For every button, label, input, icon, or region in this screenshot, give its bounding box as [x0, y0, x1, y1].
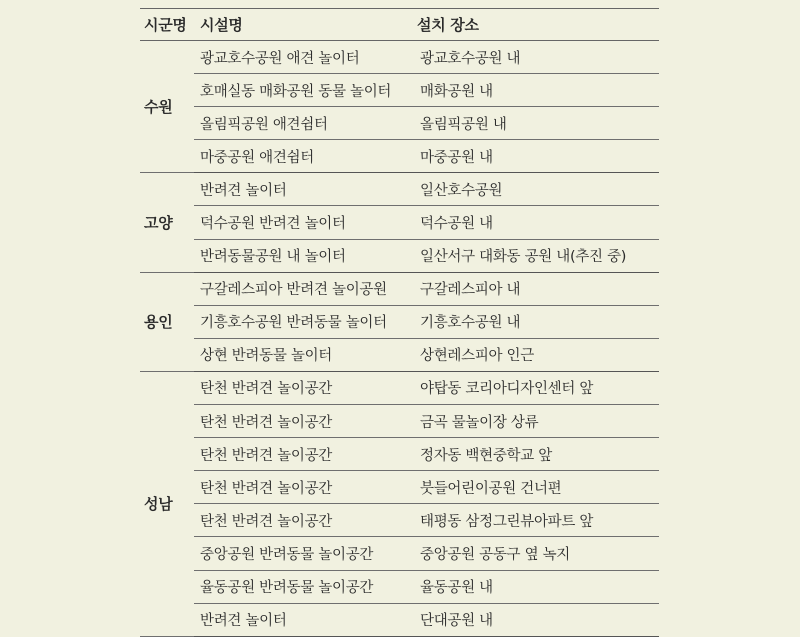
- location-cell: 상현레스피아 인근: [411, 338, 659, 371]
- table-row: [140, 305, 659, 338]
- header-row: [140, 9, 659, 41]
- table-row: [140, 338, 659, 371]
- table-row: [140, 438, 659, 471]
- location-cell: 올림픽공원 내: [411, 107, 659, 140]
- location-cell: 붓들어린이공원 건너편: [411, 471, 659, 504]
- table-row: [140, 173, 659, 206]
- facility-name-cell: 탄천 반려견 놀이공간: [194, 504, 411, 537]
- facility-name-cell: 호매실동 매화공원 동물 놀이터: [194, 74, 411, 107]
- pet-facility-table: [140, 8, 659, 637]
- facility-name-cell: 탄천 반려견 놀이공간: [194, 438, 411, 471]
- table-row: [140, 537, 659, 570]
- facility-name-cell: 반려동물공원 내 놀이터: [194, 239, 411, 272]
- location-cell: 광교호수공원 내: [411, 41, 659, 74]
- location-cell: 덕수공원 내: [411, 206, 659, 239]
- location-cell: 구갈레스피아 내: [411, 272, 659, 305]
- header-location: 설치 장소: [411, 9, 659, 41]
- location-cell: 일산호수공원: [411, 173, 659, 206]
- location-cell: 단대공원 내: [411, 603, 659, 636]
- city-name-cell: 수원: [140, 41, 194, 173]
- table-row: [140, 272, 659, 305]
- facility-name-cell: 덕수공원 반려견 놀이터: [194, 206, 411, 239]
- facility-name-cell: 탄천 반려견 놀이공간: [194, 471, 411, 504]
- header-facility: 시설명: [194, 9, 411, 41]
- table-row: [140, 41, 659, 74]
- table-body: [140, 41, 659, 637]
- table-row: [140, 74, 659, 107]
- table-row: [140, 471, 659, 504]
- facility-name-cell: 올림픽공원 애견쉼터: [194, 107, 411, 140]
- facility-name-cell: 반려견 놀이터: [194, 603, 411, 636]
- city-name-cell: 용인: [140, 272, 194, 371]
- table-row: [140, 405, 659, 438]
- facility-name-cell: 기흥호수공원 반려동물 놀이터: [194, 305, 411, 338]
- facility-name-cell: 광교호수공원 애견 놀이터: [194, 41, 411, 74]
- facility-name-cell: 반려견 놀이터: [194, 173, 411, 206]
- location-cell: 일산서구 대화동 공원 내(추진 중): [411, 239, 659, 272]
- facility-name-cell: 구갈레스피아 반려견 놀이공원: [194, 272, 411, 305]
- facility-name-cell: 마중공원 애견쉼터: [194, 140, 411, 173]
- location-cell: 태평동 삼정그린뷰아파트 앞: [411, 504, 659, 537]
- table-row: [140, 107, 659, 140]
- location-cell: 마중공원 내: [411, 140, 659, 173]
- location-cell: 야탑동 코리아디자인센터 앞: [411, 371, 659, 404]
- facility-name-cell: 탄천 반려견 놀이공간: [194, 405, 411, 438]
- location-cell: 중앙공원 공동구 옆 녹지: [411, 537, 659, 570]
- table-row: [140, 206, 659, 239]
- facility-name-cell: 탄천 반려견 놀이공간: [194, 371, 411, 404]
- facility-name-cell: 상현 반려동물 놀이터: [194, 338, 411, 371]
- location-cell: 매화공원 내: [411, 74, 659, 107]
- city-name-cell: 고양: [140, 173, 194, 272]
- table-row: [140, 603, 659, 636]
- location-cell: 금곡 물놀이장 상류: [411, 405, 659, 438]
- table-row: [140, 140, 659, 173]
- facility-name-cell: 율동공원 반려동물 놀이공간: [194, 570, 411, 603]
- city-name-cell: 성남: [140, 371, 194, 636]
- table-row: [140, 239, 659, 272]
- table-row: [140, 570, 659, 603]
- facility-name-cell: 중앙공원 반려동물 놀이공간: [194, 537, 411, 570]
- header-city: 시군명: [140, 9, 194, 41]
- location-cell: 정자동 백현중학교 앞: [411, 438, 659, 471]
- location-cell: 기흥호수공원 내: [411, 305, 659, 338]
- location-cell: 율동공원 내: [411, 570, 659, 603]
- table-header: [140, 9, 659, 41]
- table-row: [140, 504, 659, 537]
- table-row: [140, 371, 659, 404]
